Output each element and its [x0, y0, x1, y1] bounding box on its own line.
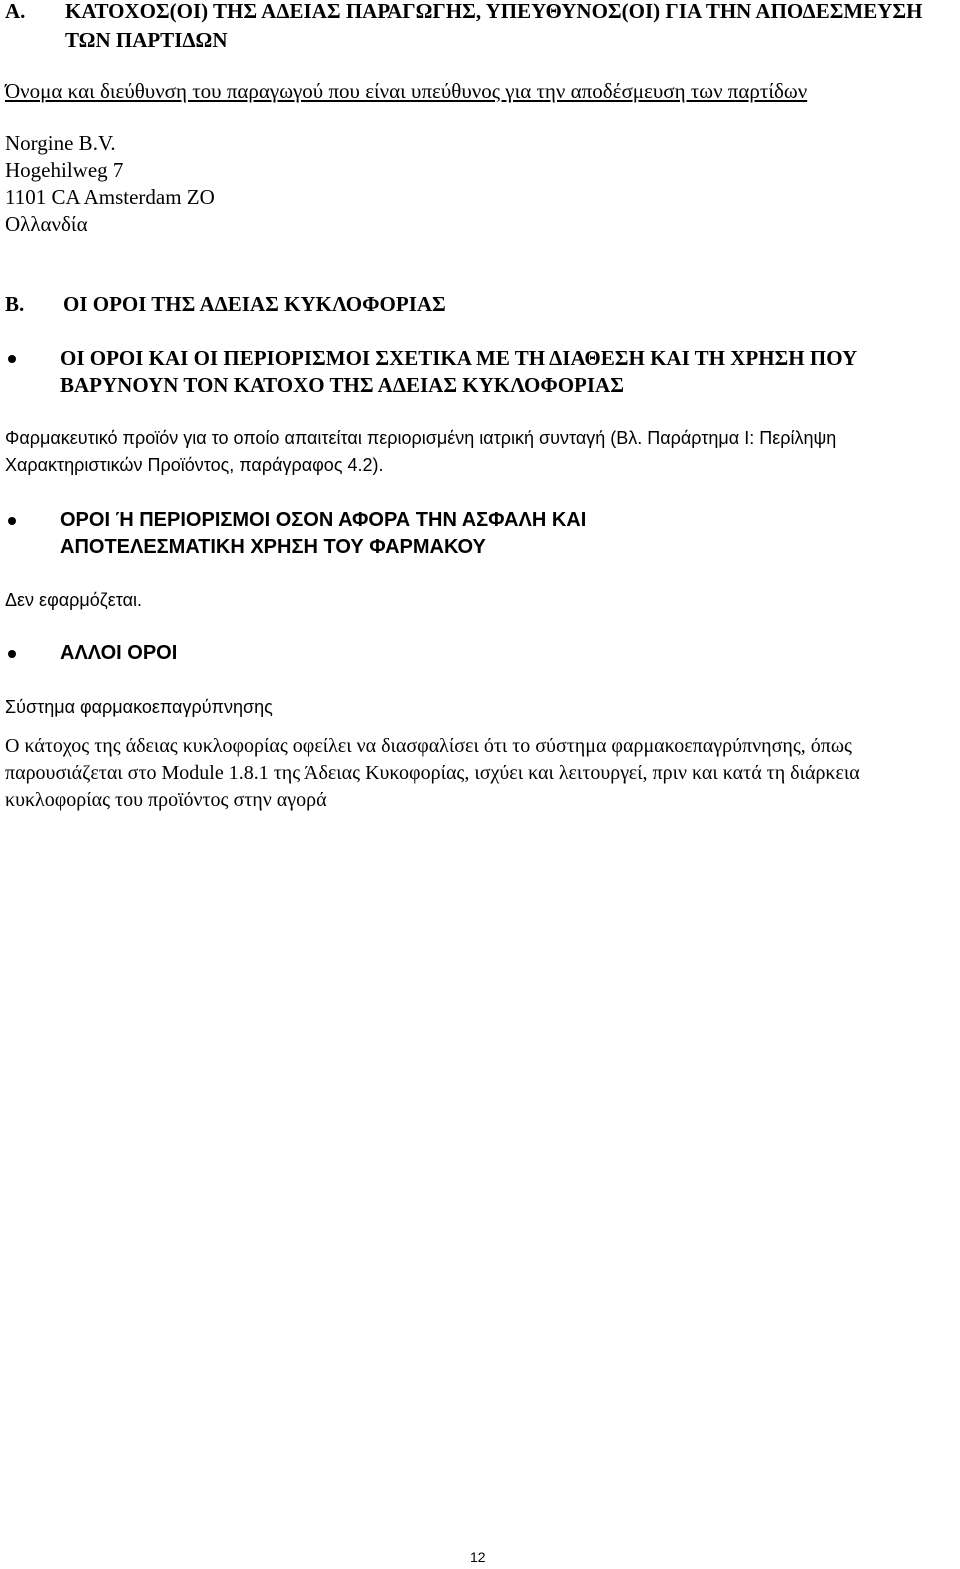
address-line: Norgine B.V. [5, 131, 116, 155]
bullet-heading: ΑΛΛΟΙ ΟΡΟΙ [60, 642, 178, 664]
bullet-heading: ΟΡΟΙ Ή ΠΕΡΙΟΡΙΣΜΟΙ ΟΣΟΝ ΑΦΟΡΑ ΤΗΝ ΑΣΦΑΛΗ ΚΑΙ ΑΠΟΤΕΛΕΣΜΑΤΙΚΗ ΧΡΗΣΗ ΤΟΥ ΦΑΡΜΑΚΟΥ [60, 509, 587, 558]
page-number: 12 [470, 1549, 486, 1565]
section-a-letter: A. [5, 0, 26, 23]
address-line: Hogehilweg 7 [5, 158, 124, 182]
pharmacovigilance-subheading: Σύστημα φαρμακοεπαγρύπνησης [5, 697, 273, 717]
manufacturer-subtitle: Όνομα και διεύθυνση του παραγωγού που είναι υπεύθυνος για την αποδέσμευση των παρτίδων [5, 79, 808, 103]
bullet-icon [8, 650, 16, 658]
bullet-body-text: Φαρμακευτικό προϊόν για το οποίο απαιτείται περιορισμένη ιατρική συνταγή (Βλ. Παράρτημα Ι: Περίληψη Χαρακτηριστικών Προϊόντος, παράγραφος 4.2). [5, 428, 837, 475]
section-b-title: ΟΙ ΟΡΟΙ ΤΗΣ ΑΔΕΙΑΣ ΚΥΚΛΟΦΟΡΙΑΣ [63, 292, 446, 316]
manufacturer-address [5, 130, 215, 238]
bullet-body-text: Δεν εφαρμόζεται. [5, 590, 142, 610]
bullet-heading: ΟΙ ΟΡΟΙ ΚΑΙ ΟΙ ΠΕΡΙΟΡΙΣΜΟΙ ΣΧΕΤΙΚΑ ΜΕ ΤΗ ΔΙΑΘΕΣΗ ΚΑΙ ΤΗ ΧΡΗΣΗ ΠΟΥ ΒΑΡΥΝΟΥΝ ΤΟΝ ΚΑΤΟΧΟ ΤΗΣ ΑΔΕΙΑΣ ΚΥΚΛΟΦΟΡΙΑΣ [60, 346, 858, 397]
address-line: 1101 CA Amsterdam ZO [5, 185, 215, 209]
pharmacovigilance-text: Ο κάτοχος της άδειας κυκλοφορίας οφείλει να διασφαλίσει ότι το σύστημα φαρμακοεπαγρύπνησης, όπως παρουσιάζεται στο Module 1.8.1 της Άδειας Κυκοφορίας, ισχύει και λειτουργεί, πριν και κατά τη διάρκεια κυκλοφορίας του προϊόντος στην αγορά [5, 735, 860, 811]
address-line: Ολλανδία [5, 212, 88, 236]
bullet-icon [8, 355, 16, 363]
section-a-title: ΚΑΤΟΧΟΣ(ΟΙ) ΤΗΣ ΑΔΕΙΑΣ ΠΑΡΑΓΩΓΗΣ, ΥΠΕΥΘΥΝΟΣ(ΟΙ) ΓΙΑ ΤΗΝ ΑΠΟΔΕΣΜΕΥΣΗ ΤΩΝ ΠΑΡΤΙΔΩΝ [65, 0, 923, 52]
section-b-letter: B. [5, 292, 25, 316]
bullet-icon [8, 517, 16, 525]
